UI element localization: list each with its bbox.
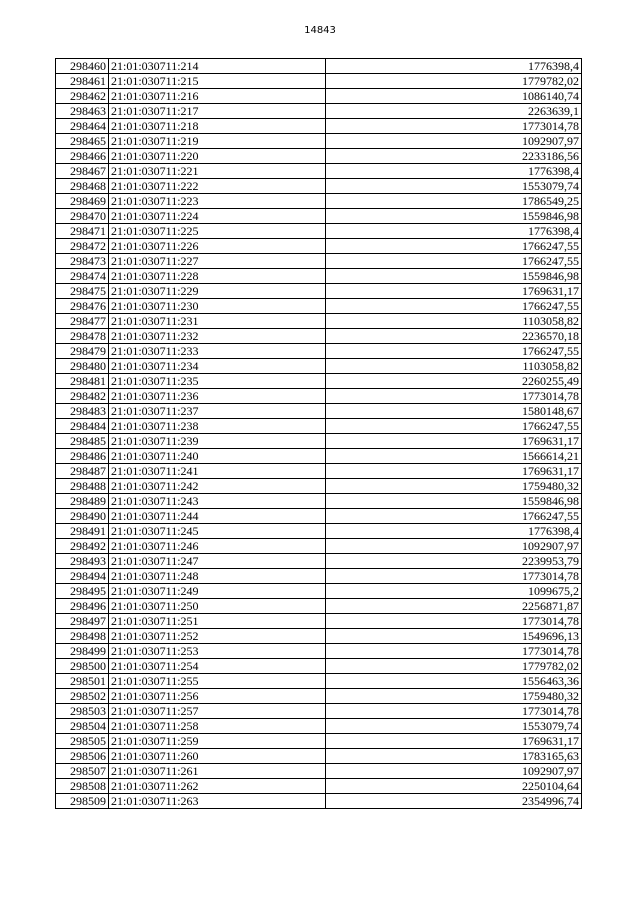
row-number-cell: 298491 [56,524,109,539]
cadastral-number-cell: 21:01:030711:243 [109,494,326,509]
cadastral-number-cell: 21:01:030711:221 [109,164,326,179]
table-row [56,734,582,749]
row-number-cell: 298487 [56,464,109,479]
table-row [56,119,582,134]
cadastral-value-cell: 1086140,74 [326,89,582,104]
cadastral-number-cell: 21:01:030711:253 [109,644,326,659]
table-row [56,674,582,689]
cadastral-value-cell: 1092907,97 [326,134,582,149]
cadastral-value-cell: 1759480,32 [326,479,582,494]
row-number-cell: 298472 [56,239,109,254]
cadastral-number-cell: 21:01:030711:258 [109,719,326,734]
cadastral-number-cell: 21:01:030711:216 [109,89,326,104]
cadastral-number-cell: 21:01:030711:237 [109,404,326,419]
row-number-cell: 298483 [56,404,109,419]
table-row [56,689,582,704]
row-number-cell: 298465 [56,134,109,149]
row-number-cell: 298480 [56,359,109,374]
cadastral-number-cell: 21:01:030711:260 [109,749,326,764]
cadastral-number-cell: 21:01:030711:235 [109,374,326,389]
cadastral-number-cell: 21:01:030711:257 [109,704,326,719]
row-number-cell: 298471 [56,224,109,239]
cadastral-value-cell: 1779782,02 [326,74,582,89]
cadastral-number-cell: 21:01:030711:249 [109,584,326,599]
row-number-cell: 298495 [56,584,109,599]
table-row [56,389,582,404]
cadastral-value-cell: 1566614,21 [326,449,582,464]
table-row [56,764,582,779]
cadastral-number-cell: 21:01:030711:244 [109,509,326,524]
table-row [56,344,582,359]
table-row [56,149,582,164]
table-row [56,284,582,299]
table-row [56,359,582,374]
row-number-cell: 298489 [56,494,109,509]
table-row [56,404,582,419]
cadastral-value-cell: 1779782,02 [326,659,582,674]
row-number-cell: 298506 [56,749,109,764]
cadastral-value-cell: 2256871,87 [326,599,582,614]
row-number-cell: 298474 [56,269,109,284]
row-number-cell: 298462 [56,89,109,104]
cadastral-number-cell: 21:01:030711:214 [109,59,326,74]
table-row [56,524,582,539]
row-number-cell: 298473 [56,254,109,269]
row-number-cell: 298475 [56,284,109,299]
cadastral-number-cell: 21:01:030711:240 [109,449,326,464]
row-number-cell: 298494 [56,569,109,584]
cadastral-number-cell: 21:01:030711:225 [109,224,326,239]
cadastral-value-cell: 1766247,55 [326,344,582,359]
cadastral-value-cell: 1783165,63 [326,749,582,764]
cadastral-value-cell: 1766247,55 [326,299,582,314]
table-row [56,719,582,734]
cadastral-value-table [55,58,582,809]
table-row [56,239,582,254]
cadastral-value-cell: 1766247,55 [326,254,582,269]
cadastral-value-cell: 1776398,4 [326,59,582,74]
cadastral-value-cell: 1773014,78 [326,389,582,404]
cadastral-value-cell: 1103058,82 [326,314,582,329]
cadastral-value-cell: 1559846,98 [326,209,582,224]
table-row [56,269,582,284]
row-number-cell: 298461 [56,74,109,89]
cadastral-value-cell: 1776398,4 [326,164,582,179]
cadastral-number-cell: 21:01:030711:232 [109,329,326,344]
table-row [56,629,582,644]
row-number-cell: 298484 [56,419,109,434]
cadastral-value-cell: 1553079,74 [326,719,582,734]
table-row [56,89,582,104]
cadastral-number-cell: 21:01:030711:224 [109,209,326,224]
row-number-cell: 298476 [56,299,109,314]
row-number-cell: 298468 [56,179,109,194]
table-row [56,569,582,584]
cadastral-number-cell: 21:01:030711:226 [109,239,326,254]
cadastral-number-cell: 21:01:030711:250 [109,599,326,614]
row-number-cell: 298460 [56,59,109,74]
cadastral-number-cell: 21:01:030711:256 [109,689,326,704]
cadastral-number-cell: 21:01:030711:251 [109,614,326,629]
row-number-cell: 298490 [56,509,109,524]
cadastral-value-cell: 1103058,82 [326,359,582,374]
table-row [56,434,582,449]
row-number-cell: 298502 [56,689,109,704]
row-number-cell: 298463 [56,104,109,119]
cadastral-value-cell: 1092907,97 [326,539,582,554]
cadastral-value-cell: 1549696,13 [326,629,582,644]
cadastral-value-cell: 1776398,4 [326,224,582,239]
table-row [56,254,582,269]
cadastral-value-cell: 1766247,55 [326,239,582,254]
cadastral-number-cell: 21:01:030711:231 [109,314,326,329]
table-row [56,179,582,194]
table-row [56,329,582,344]
cadastral-value-cell: 1769631,17 [326,284,582,299]
cadastral-value-cell: 1759480,32 [326,689,582,704]
table-row [56,779,582,794]
table-row [56,299,582,314]
cadastral-value-cell: 2239953,79 [326,554,582,569]
row-number-cell: 298498 [56,629,109,644]
cadastral-number-cell: 21:01:030711:236 [109,389,326,404]
cadastral-value-cell: 1773014,78 [326,119,582,134]
row-number-cell: 298508 [56,779,109,794]
cadastral-value-cell: 1553079,74 [326,179,582,194]
cadastral-number-cell: 21:01:030711:263 [109,794,326,809]
row-number-cell: 298467 [56,164,109,179]
cadastral-number-cell: 21:01:030711:247 [109,554,326,569]
row-number-cell: 298509 [56,794,109,809]
cadastral-number-cell: 21:01:030711:229 [109,284,326,299]
cadastral-number-cell: 21:01:030711:262 [109,779,326,794]
cadastral-number-cell: 21:01:030711:261 [109,764,326,779]
table-row [56,134,582,149]
table-row [56,419,582,434]
row-number-cell: 298496 [56,599,109,614]
cadastral-number-cell: 21:01:030711:217 [109,104,326,119]
table-row [56,704,582,719]
row-number-cell: 298505 [56,734,109,749]
row-number-cell: 298499 [56,644,109,659]
cadastral-number-cell: 21:01:030711:252 [109,629,326,644]
row-number-cell: 298478 [56,329,109,344]
row-number-cell: 298482 [56,389,109,404]
cadastral-number-cell: 21:01:030711:254 [109,659,326,674]
cadastral-value-cell: 1092907,97 [326,764,582,779]
cadastral-number-cell: 21:01:030711:259 [109,734,326,749]
row-number-cell: 298492 [56,539,109,554]
table-row [56,554,582,569]
cadastral-value-cell: 1769631,17 [326,434,582,449]
cadastral-number-cell: 21:01:030711:245 [109,524,326,539]
table-row [56,224,582,239]
table-row [56,599,582,614]
cadastral-number-cell: 21:01:030711:219 [109,134,326,149]
row-number-cell: 298501 [56,674,109,689]
cadastral-number-cell: 21:01:030711:242 [109,479,326,494]
cadastral-value-cell: 1773014,78 [326,569,582,584]
cadastral-value-cell: 1559846,98 [326,494,582,509]
table-row [56,209,582,224]
cadastral-value-cell: 2233186,56 [326,149,582,164]
cadastral-number-cell: 21:01:030711:255 [109,674,326,689]
cadastral-value-cell: 2354996,74 [326,794,582,809]
cadastral-value-cell: 1773014,78 [326,614,582,629]
table-row [56,659,582,674]
row-number-cell: 298469 [56,194,109,209]
table-row [56,59,582,74]
cadastral-number-cell: 21:01:030711:241 [109,464,326,479]
row-number-cell: 298481 [56,374,109,389]
cadastral-value-cell: 1773014,78 [326,644,582,659]
cadastral-number-cell: 21:01:030711:238 [109,419,326,434]
cadastral-number-cell: 21:01:030711:222 [109,179,326,194]
cadastral-value-cell: 1559846,98 [326,269,582,284]
row-number-cell: 298500 [56,659,109,674]
cadastral-number-cell: 21:01:030711:223 [109,194,326,209]
table-row [56,749,582,764]
table-row [56,314,582,329]
cadastral-value-cell: 2236570,18 [326,329,582,344]
cadastral-value-cell: 1099675,2 [326,584,582,599]
row-number-cell: 298470 [56,209,109,224]
table-row [56,584,582,599]
table-row [56,794,582,809]
row-number-cell: 298503 [56,704,109,719]
table-row [56,194,582,209]
table-body [56,59,582,809]
page-number: 14843 [304,25,336,36]
row-number-cell: 298485 [56,434,109,449]
table-row [56,614,582,629]
cadastral-value-cell: 2250104,64 [326,779,582,794]
row-number-cell: 298507 [56,764,109,779]
cadastral-value-cell: 1766247,55 [326,509,582,524]
cadastral-value-cell: 1769631,17 [326,464,582,479]
table-row [56,494,582,509]
row-number-cell: 298486 [56,449,109,464]
table-row [56,374,582,389]
cadastral-value-cell: 1773014,78 [326,704,582,719]
cadastral-number-cell: 21:01:030711:230 [109,299,326,314]
row-number-cell: 298464 [56,119,109,134]
table-row [56,74,582,89]
row-number-cell: 298479 [56,344,109,359]
cadastral-number-cell: 21:01:030711:218 [109,119,326,134]
cadastral-value-cell: 1786549,25 [326,194,582,209]
cadastral-value-cell: 1776398,4 [326,524,582,539]
cadastral-number-cell: 21:01:030711:215 [109,74,326,89]
row-number-cell: 298466 [56,149,109,164]
row-number-cell: 298477 [56,314,109,329]
row-number-cell: 298497 [56,614,109,629]
table-row [56,644,582,659]
table-row [56,539,582,554]
row-number-cell: 298493 [56,554,109,569]
cadastral-number-cell: 21:01:030711:246 [109,539,326,554]
cadastral-value-cell: 2260255,49 [326,374,582,389]
cadastral-value-cell: 1580148,67 [326,404,582,419]
cadastral-value-cell: 1769631,17 [326,734,582,749]
cadastral-value-cell: 1766247,55 [326,419,582,434]
table-row [56,449,582,464]
cadastral-number-cell: 21:01:030711:234 [109,359,326,374]
table-row [56,164,582,179]
table-row [56,479,582,494]
table-row [56,464,582,479]
row-number-cell: 298488 [56,479,109,494]
cadastral-number-cell: 21:01:030711:228 [109,269,326,284]
cadastral-number-cell: 21:01:030711:220 [109,149,326,164]
cadastral-number-cell: 21:01:030711:248 [109,569,326,584]
cadastral-value-cell: 2263639,1 [326,104,582,119]
cadastral-number-cell: 21:01:030711:239 [109,434,326,449]
cadastral-number-cell: 21:01:030711:227 [109,254,326,269]
table-row [56,104,582,119]
row-number-cell: 298504 [56,719,109,734]
table-row [56,509,582,524]
cadastral-value-cell: 1556463,36 [326,674,582,689]
cadastral-number-cell: 21:01:030711:233 [109,344,326,359]
